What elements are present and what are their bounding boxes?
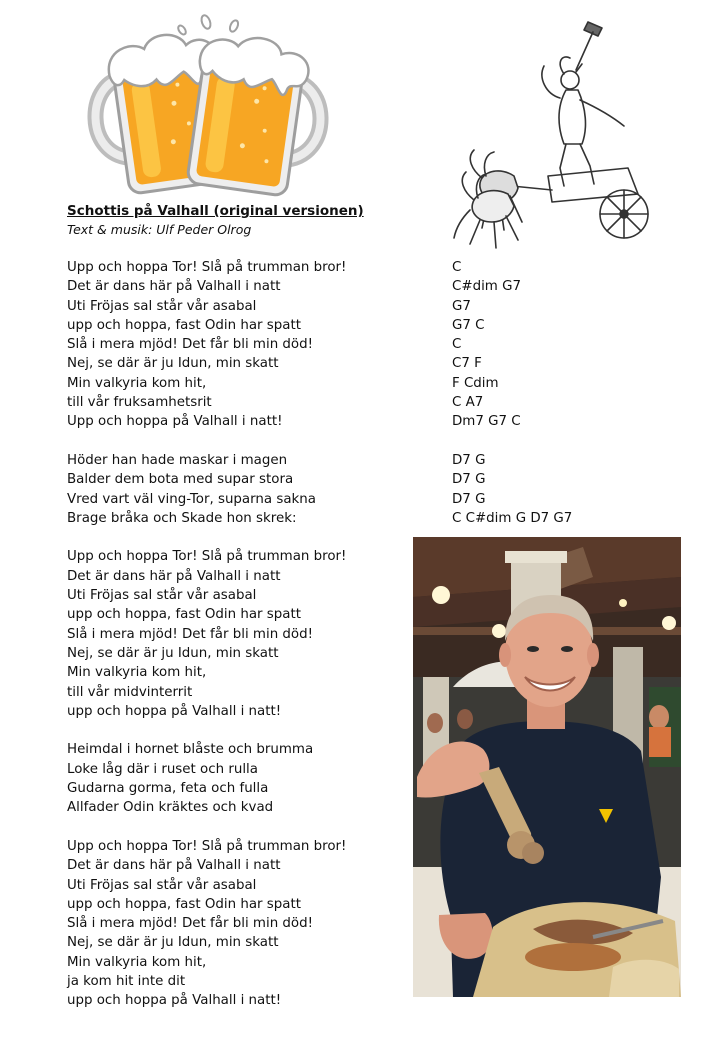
stanza-1 — [67, 258, 407, 432]
lyric-line: Allfader Odin kräktes och kvad — [67, 800, 274, 816]
lyric-line: Nej, se där är ju Idun, min skatt — [67, 935, 279, 951]
chord-line: Dm7 G7 C — [452, 414, 521, 430]
lyric-line: till vår midvinterrit — [67, 684, 193, 700]
lyric-line: Min valkyria kom hit, — [67, 665, 207, 681]
chord-line: G7 — [452, 298, 471, 314]
song-title: Schottis på Valhall (original versionen) — [67, 203, 364, 219]
chord-line: F Cdim — [452, 375, 499, 391]
lyric-line: Höder han hade maskar i magen — [67, 452, 288, 468]
lyric-line: Det är dans här på Valhall i natt — [67, 279, 281, 295]
chord-line: C — [452, 337, 462, 353]
lyric-line: Nej, se där är ju Idun, min skatt — [67, 356, 279, 372]
lyric-line: upp och hoppa, fast Odin har spatt — [67, 607, 301, 623]
stanza-2 — [67, 451, 407, 528]
man-with-bone-photo — [413, 537, 681, 997]
lyric-line: upp och hoppa på Valhall i natt! — [67, 993, 282, 1009]
chord-line: C C#dim G D7 G7 — [452, 510, 573, 526]
lyric-line: upp och hoppa, fast Odin har spatt — [67, 896, 301, 912]
lyric-line: Det är dans här på Valhall i natt — [67, 858, 281, 874]
lyric-line: Vred vart väl ving-Tor, suparna sakna — [67, 491, 316, 507]
chord-line: D7 G — [452, 472, 486, 488]
beer-mugs-icon — [78, 8, 340, 200]
lyric-line: Upp och hoppa Tor! Slå på trumman bror! — [67, 549, 347, 565]
chord-line: C7 F — [452, 356, 482, 372]
chord-line: C#dim G7 — [452, 279, 521, 295]
lyric-line: Slå i mera mjöd! Det får bli min död! — [67, 916, 313, 932]
lyric-line: Min valkyria kom hit, — [67, 954, 207, 970]
lyric-line: till vår fruksamhetsrit — [67, 395, 212, 411]
chord-line: C — [452, 260, 462, 275]
chords-column — [452, 258, 672, 547]
lyric-line: Gudarna gorma, feta och fulla — [67, 781, 269, 797]
chord-line: D7 G — [452, 452, 486, 468]
lyric-line: Uti Fröjas sal står vår asabal — [67, 588, 257, 604]
lyric-line: ja kom hit inte dit — [67, 973, 186, 989]
stanza-4 — [67, 740, 407, 817]
lyric-line: Uti Fröjas sal står vår asabal — [67, 298, 257, 314]
chord-stanza-2 — [452, 451, 672, 528]
lyric-line: upp och hoppa på Valhall i natt! — [67, 703, 282, 719]
lyric-line: Slå i mera mjöd! Det får bli min död! — [67, 337, 313, 353]
lyric-line: Upp och hoppa på Valhall i natt! — [67, 414, 283, 430]
lyric-line: Brage bråka och Skade hon skrek: — [67, 510, 297, 526]
stanza-5 — [67, 837, 407, 1011]
lyric-line: Loke låg där i ruset och rulla — [67, 761, 258, 777]
lyric-line: Heimdal i hornet blåste och brumma — [67, 742, 314, 758]
stanza-3 — [67, 547, 407, 721]
lyric-line: Upp och hoppa Tor! Slå på trumman bror! — [67, 260, 347, 275]
lyric-line: Uti Fröjas sal står vår asabal — [67, 877, 257, 893]
lyric-line: Nej, se där är ju Idun, min skatt — [67, 645, 279, 661]
chord-line: G7 C — [452, 317, 485, 333]
lyric-line: Det är dans här på Valhall i natt — [67, 568, 281, 584]
lyric-line: upp och hoppa, fast Odin har spatt — [67, 317, 301, 333]
lyric-line: Slå i mera mjöd! Det får bli min död! — [67, 626, 313, 642]
chord-line: C A7 — [452, 395, 484, 411]
lyric-line: Upp och hoppa Tor! Slå på trumman bror! — [67, 838, 347, 854]
lyrics-column — [67, 258, 407, 1030]
lyric-line: Min valkyria kom hit, — [67, 375, 207, 391]
lyric-line: Balder dem bota med supar stora — [67, 472, 294, 488]
chord-stanza-1 — [452, 258, 672, 432]
chord-line: D7 G — [452, 491, 486, 507]
thor-chariot-icon — [452, 18, 664, 256]
song-credit: Text & musik: Ulf Peder Olrog — [67, 222, 252, 237]
